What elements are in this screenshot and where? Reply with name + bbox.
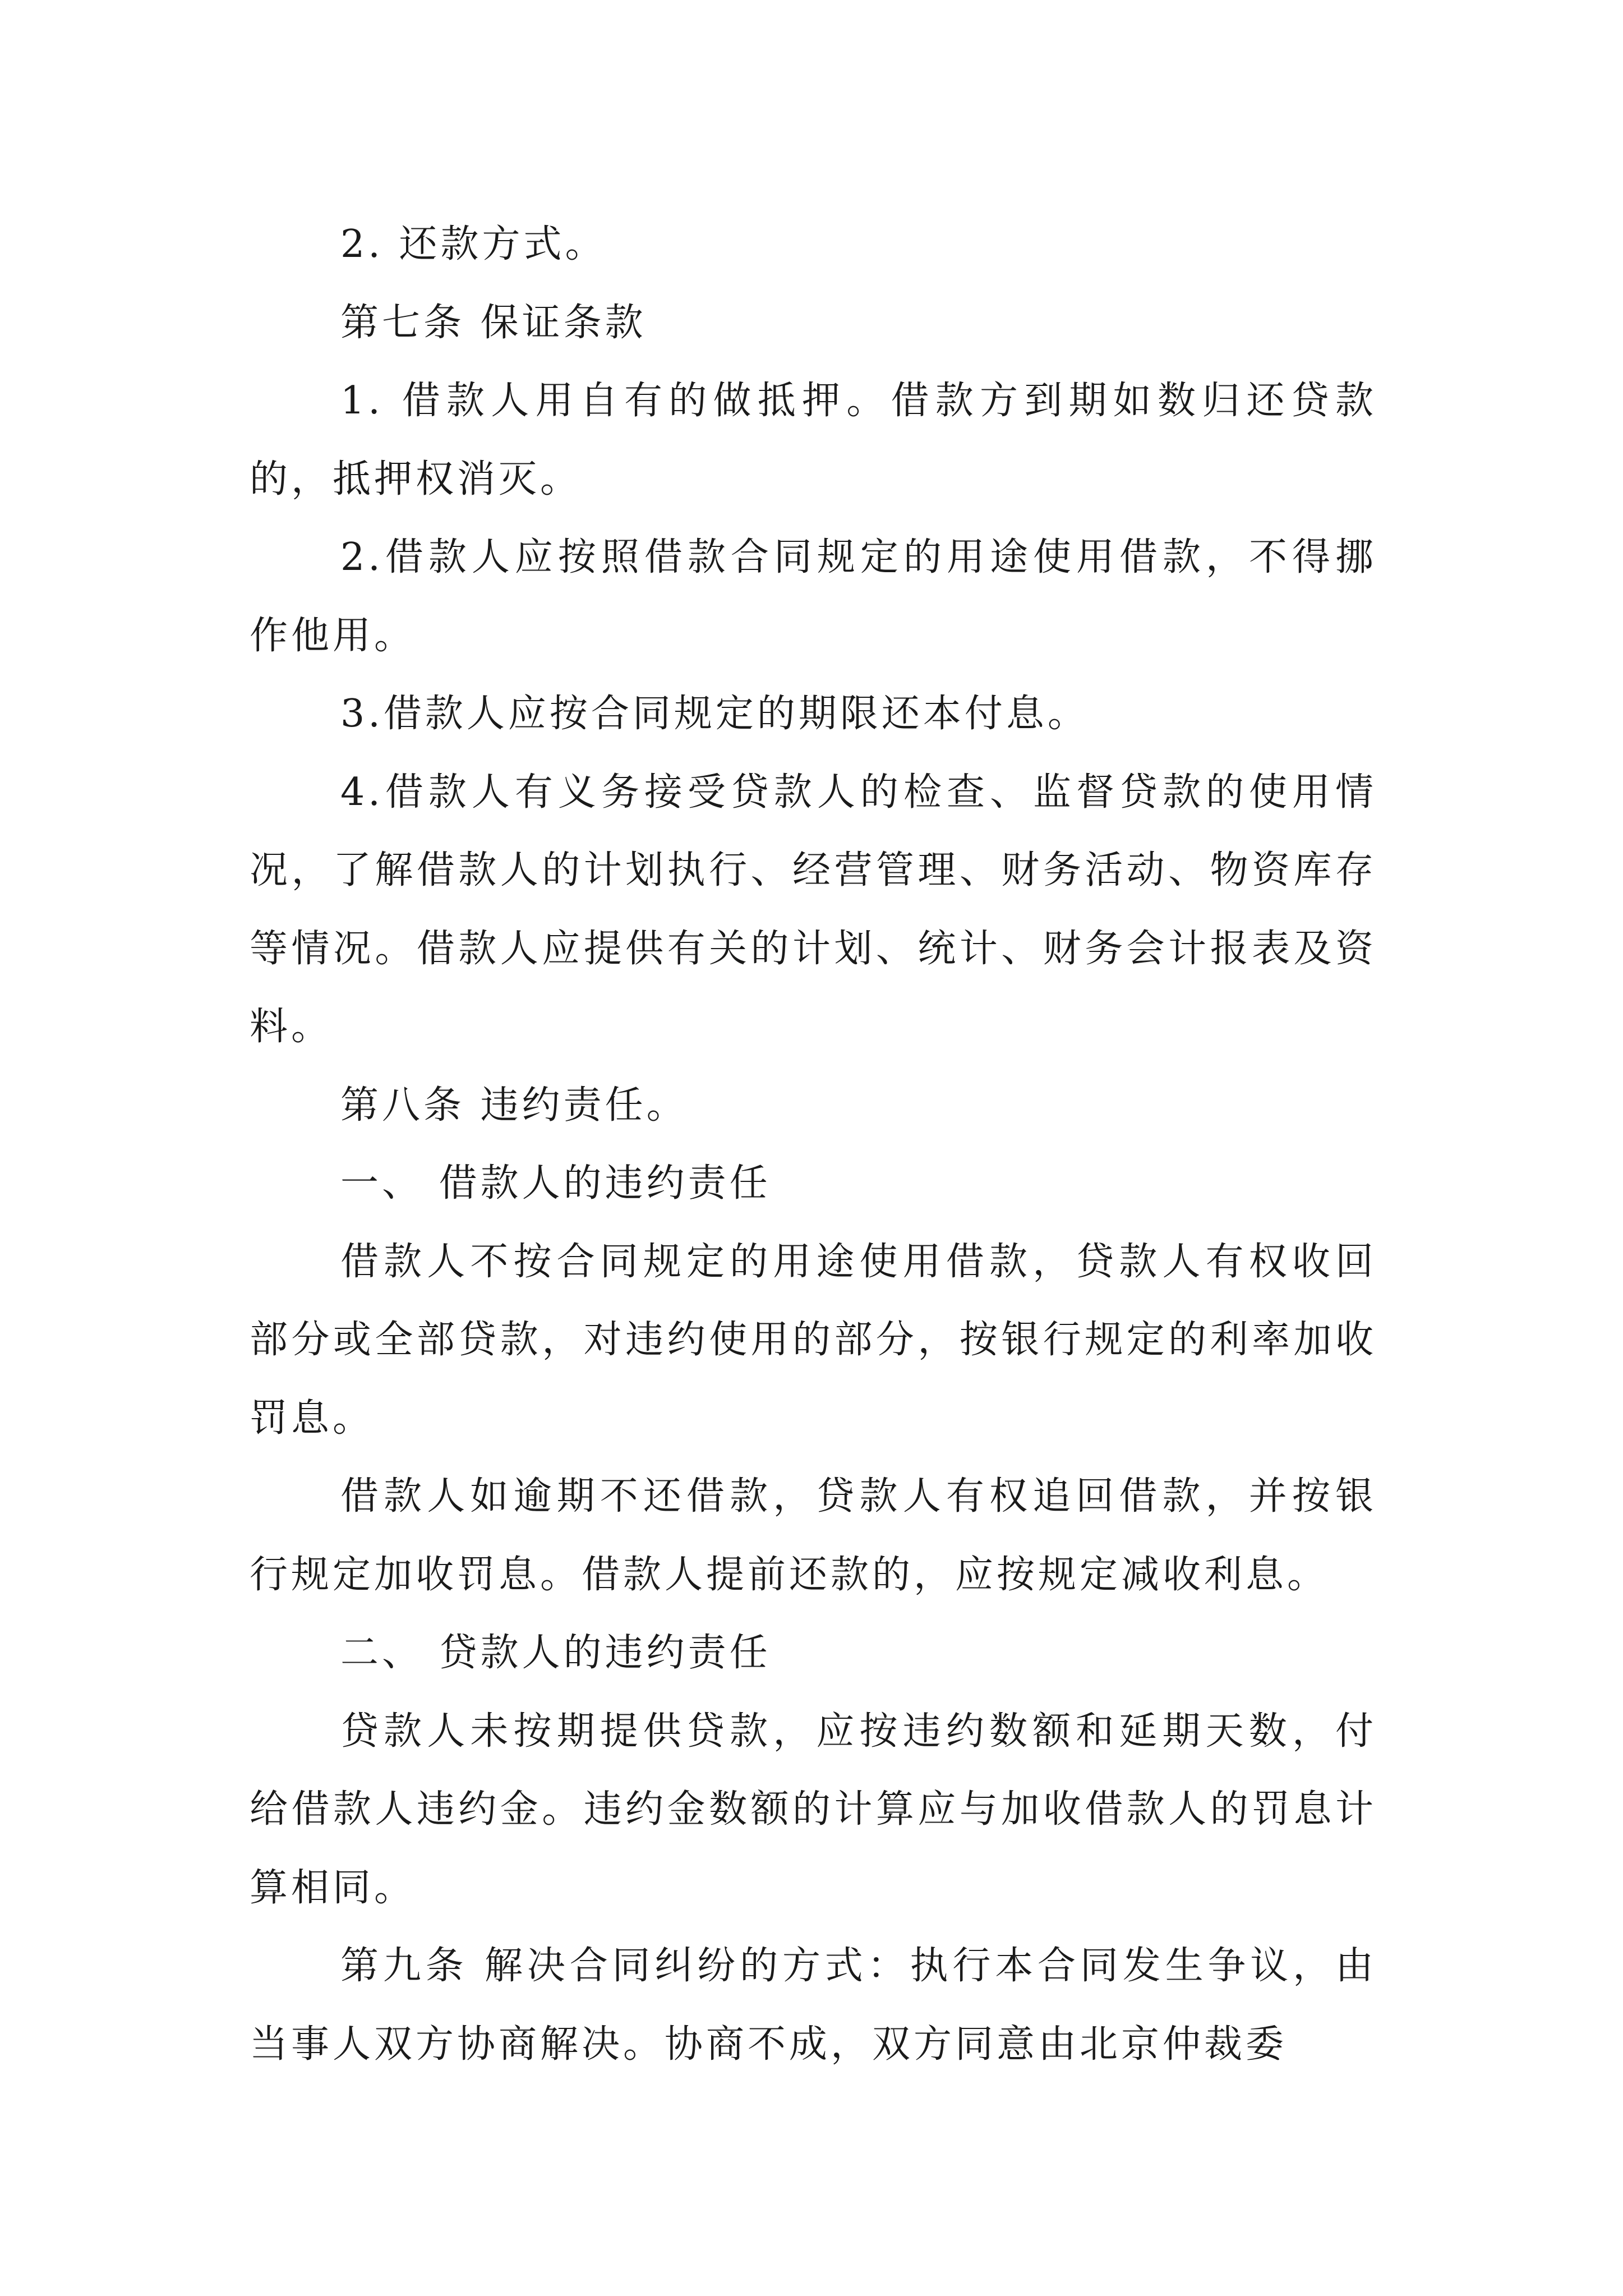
paragraph-borrower-misuse: 借款人不按合同规定的用途使用借款，贷款人有权收回部分或全部贷款，对违约使用的部分，按银行规定的利率加收罚息。 [250, 1239, 1377, 1441]
paragraph-7-4: 4.借款人有义务接受贷款人的检查、监督贷款的使用情况，了解借款人的计划执行、经营管理、财务活动、物资库存等情况。借款人应提供有关的计划、统计、财务会计报表及资料。 [250, 770, 1377, 1049]
document-body [250, 205, 1377, 2083]
paragraph-borrower-overdue: 借款人如逾期不还借款，贷款人有权追回借款，并按银行规定加收罚息。借款人提前还款的，应按规定减收利息。 [250, 1474, 1377, 1597]
subheading-lender-liability: 二、 贷款人的违约责任 [340, 1631, 771, 1675]
paragraph-7-2: 2.借款人应按照借款合同规定的用途使用借款，不得挪作他用。 [250, 535, 1377, 658]
paragraph-7-1: 1. 借款人用自有的做抵押。借款方到期如数归还贷款的，抵押权消灭。 [250, 379, 1377, 501]
subheading-borrower-liability: 一、 借款人的违约责任 [340, 1161, 771, 1205]
paragraph-lender-delay: 贷款人未按期提供贷款，应按违约数额和延期天数，付给借款人违约金。违约金数额的计算应与加收借款人的罚息计算相同。 [250, 1709, 1377, 1910]
paragraph-7-3: 3.借款人应按合同规定的期限还本付息。 [340, 692, 1089, 736]
heading-article-7: 第七条 保证条款 [340, 300, 647, 345]
paragraph-repayment-method: 2. 还款方式。 [340, 222, 607, 266]
paragraph-article-9: 第九条 解决合同纠纷的方式：执行本合同发生争议，由当事人双方协商解决。协商不成，双方同意由北京仲裁委 [250, 1944, 1377, 2067]
heading-article-8: 第八条 违约责任。 [340, 1083, 688, 1128]
